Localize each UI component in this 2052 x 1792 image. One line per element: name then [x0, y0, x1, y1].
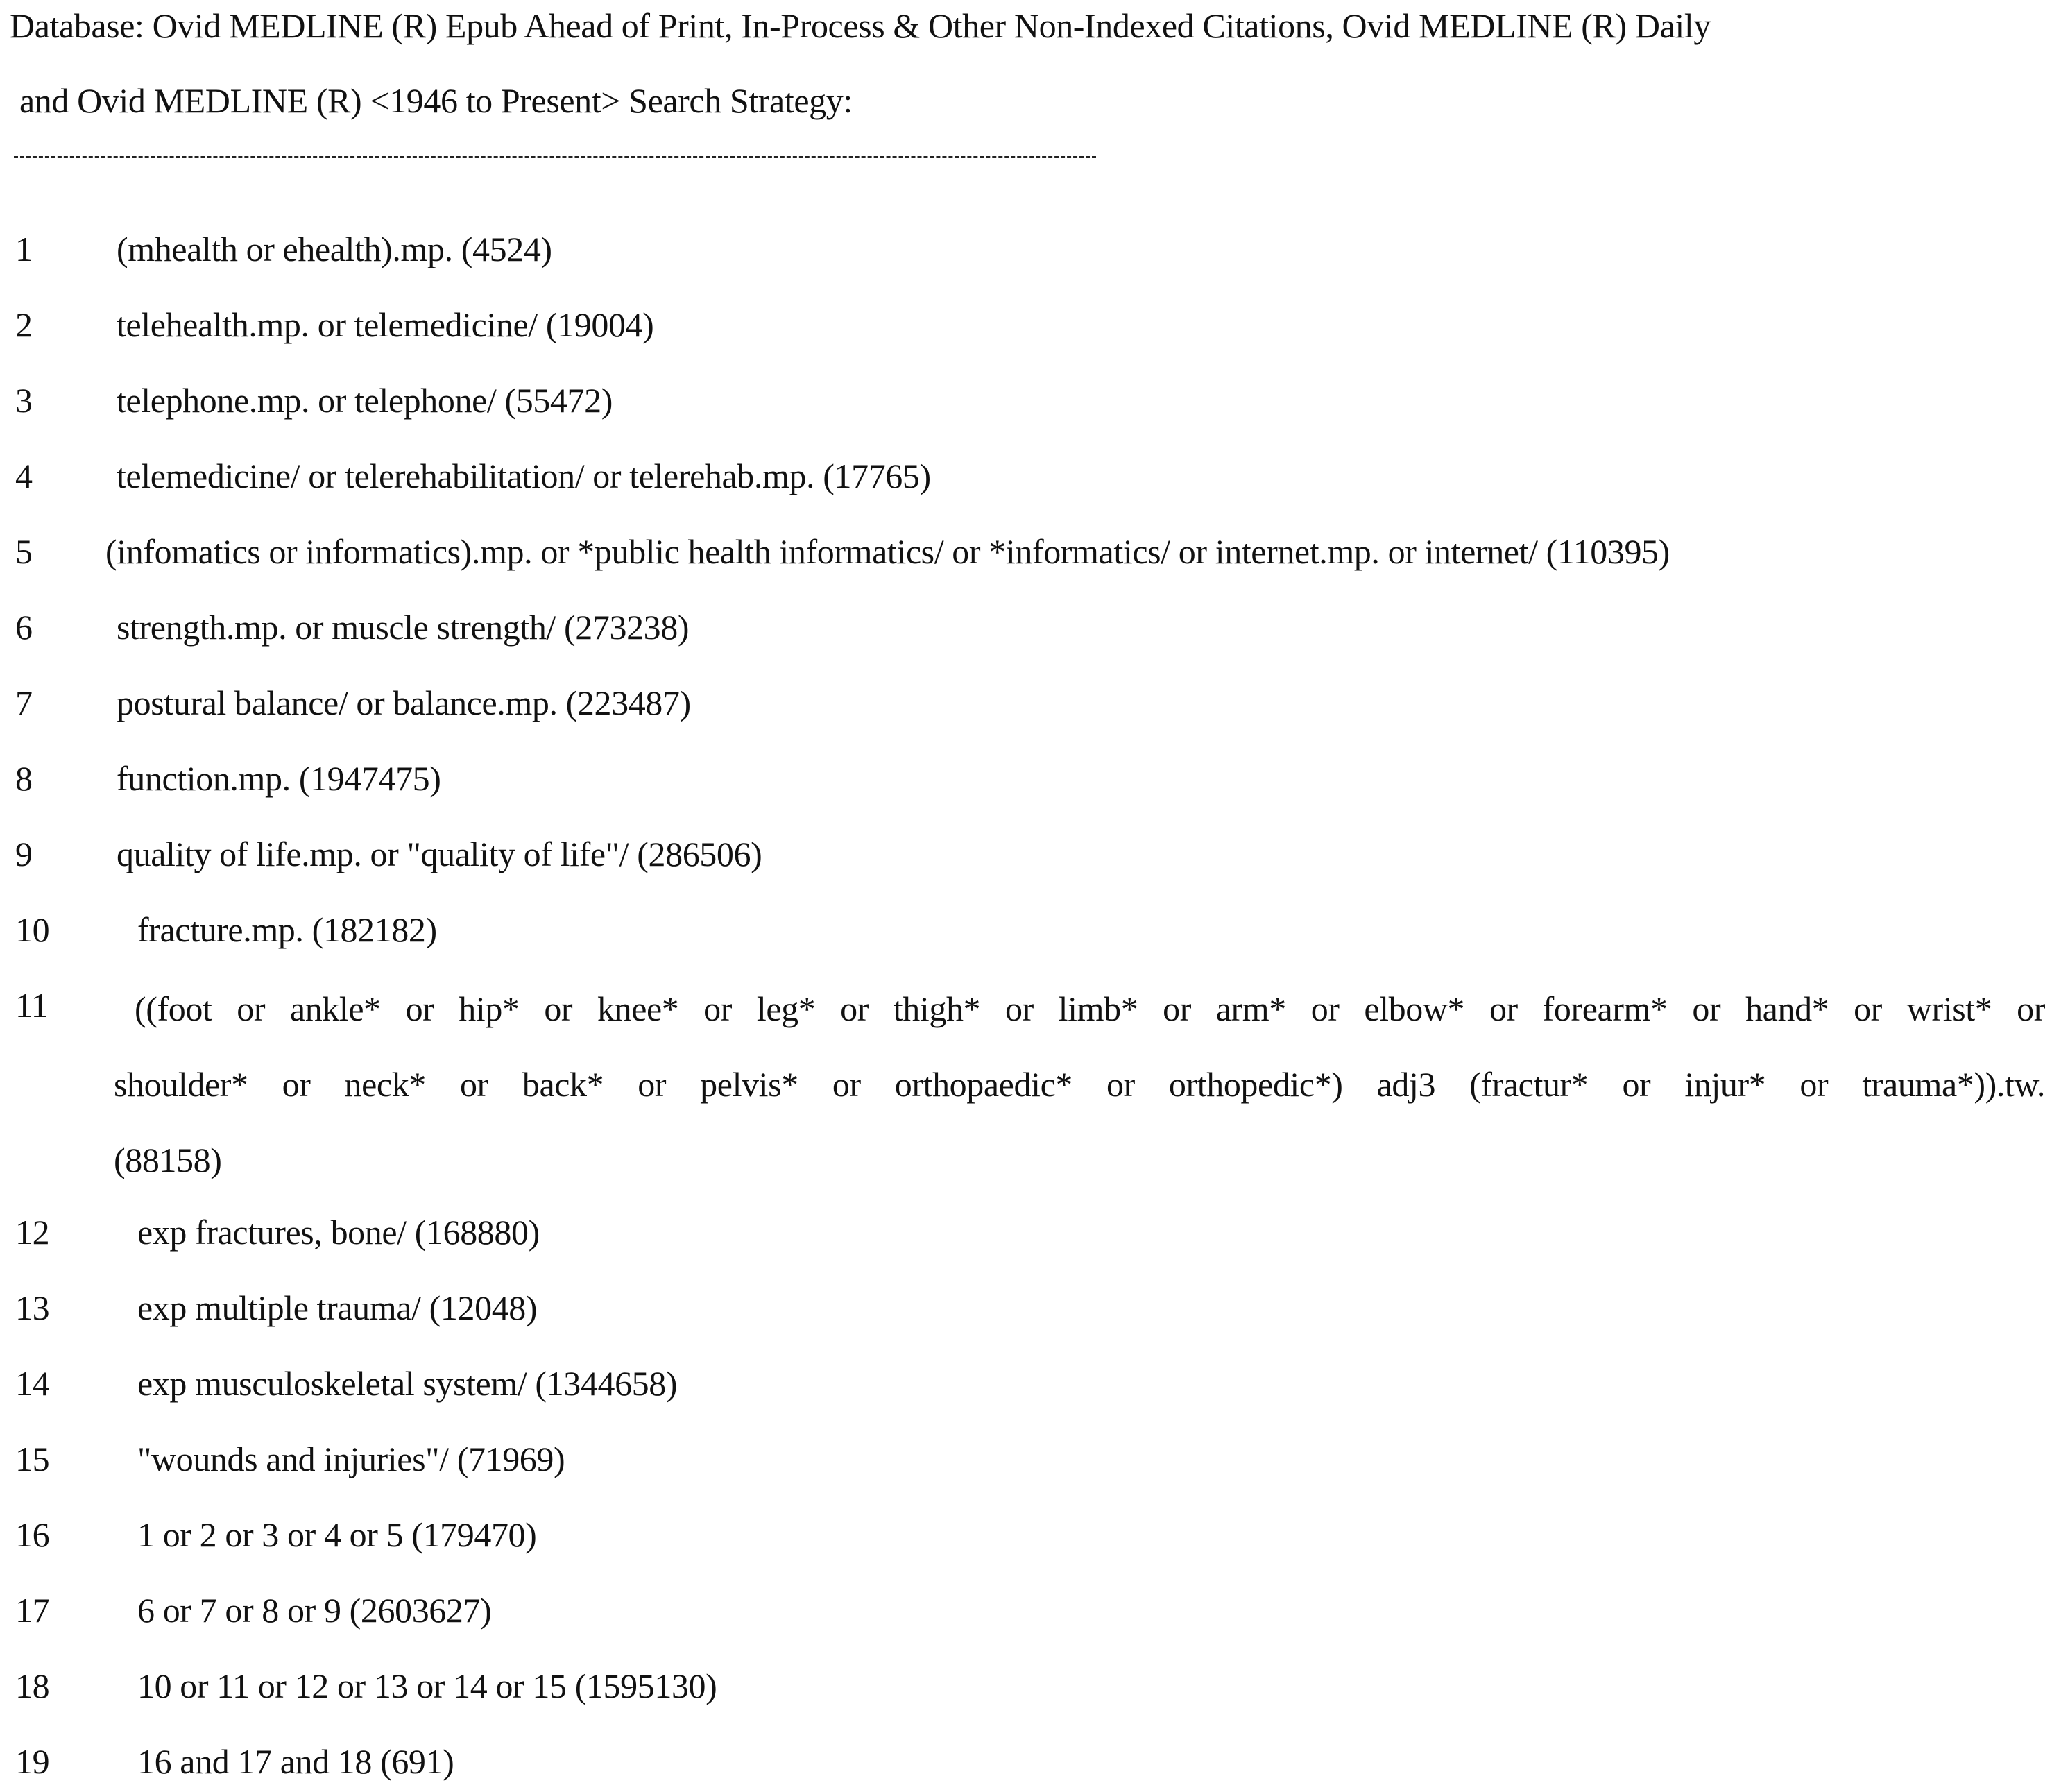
search-query: (infomatics or informatics).mp. or *public health informatics/ or *informatics/ or internet.mp. or internet/ (110395) [105, 532, 1670, 571]
row-number: 11 [15, 986, 49, 1025]
search-row [0, 985, 2052, 1214]
row-number: 9 [15, 835, 33, 873]
search-query: fracture.mp. (182182) [137, 910, 437, 949]
search-row [0, 531, 2052, 580]
search-row [0, 229, 2052, 278]
database-header-line-1: Database: Ovid MEDLINE (R) Epub Ahead of Print, In-Process & Other Non-Indexed Citations, Ovid MEDLINE (R) Daily [10, 6, 1711, 45]
search-row [0, 1741, 2052, 1790]
search-row [0, 1666, 2052, 1714]
search-row [0, 380, 2052, 429]
row-number: 8 [15, 759, 33, 798]
search-row [0, 1212, 2052, 1261]
search-query: (mhealth or ehealth).mp. (4524) [117, 230, 552, 268]
search-row [0, 1514, 2052, 1563]
search-query: strength.mp. or muscle strength/ (273238) [117, 608, 690, 647]
database-header-line-2: and Ovid MEDLINE (R) <1946 to Present> Search Strategy: [19, 81, 853, 120]
row-number: 5 [15, 532, 33, 571]
row-number: 16 [15, 1515, 50, 1554]
search-query: quality of life.mp. or "quality of life"/ (286506) [117, 835, 762, 873]
row-number: 12 [15, 1213, 50, 1252]
search-query: exp musculoskeletal system/ (1344658) [137, 1364, 678, 1403]
row-number: 7 [15, 683, 33, 722]
row-number: 13 [15, 1288, 50, 1327]
search-query: postural balance/ or balance.mp. (223487) [117, 683, 691, 722]
search-row [0, 1439, 2052, 1487]
search-row [0, 683, 2052, 731]
search-query: telehealth.mp. or telemedicine/ (19004) [117, 305, 654, 344]
search-row [0, 1288, 2052, 1336]
row-number: 3 [15, 381, 33, 420]
search-query: 10 or 11 or 12 or 13 or 14 or 15 (1595130) [137, 1666, 717, 1705]
row-number: 4 [15, 456, 33, 495]
search-query: exp multiple trauma/ (12048) [137, 1288, 538, 1327]
search-query-line: shoulder* or neck* or back* or pelvis* or orthopaedic* or orthopedic*) adj3 (fractur* or injur* or trauma*)).tw. [114, 1065, 2045, 1104]
search-row [0, 607, 2052, 656]
search-query: 1 or 2 or 3 or 4 or 5 (179470) [137, 1515, 537, 1554]
row-number: 1 [15, 230, 33, 268]
search-row [0, 758, 2052, 807]
search-query-line: ((foot or ankle* or hip* or knee* or leg* or thigh* or limb* or arm* or elbow* or forearm* or hand* or wrist* or [135, 989, 2045, 1028]
search-row [0, 305, 2052, 353]
search-query-line: (88158) [114, 1141, 222, 1179]
row-number: 15 [15, 1440, 50, 1478]
row-number: 2 [15, 305, 33, 344]
search-row [0, 1590, 2052, 1639]
row-number: 6 [15, 608, 33, 647]
search-query-multiline [114, 971, 2045, 1198]
dashed-separator [14, 156, 1096, 158]
search-query: telemedicine/ or telerehabilitation/ or telerehab.mp. (17765) [117, 456, 931, 495]
row-number: 18 [15, 1666, 50, 1705]
search-row [0, 834, 2052, 882]
search-row [0, 1363, 2052, 1412]
search-query: telephone.mp. or telephone/ (55472) [117, 381, 613, 420]
search-row [0, 910, 2052, 958]
row-number: 10 [15, 910, 50, 949]
row-number: 14 [15, 1364, 50, 1403]
search-query: "wounds and injuries"/ (71969) [137, 1440, 565, 1478]
search-query: 6 or 7 or 8 or 9 (2603627) [137, 1591, 492, 1630]
search-query: function.mp. (1947475) [117, 759, 441, 798]
search-row [0, 456, 2052, 504]
row-number: 19 [15, 1742, 50, 1781]
row-number: 17 [15, 1591, 50, 1630]
search-query: exp fractures, bone/ (168880) [137, 1213, 540, 1252]
search-query: 16 and 17 and 18 (691) [137, 1742, 454, 1781]
